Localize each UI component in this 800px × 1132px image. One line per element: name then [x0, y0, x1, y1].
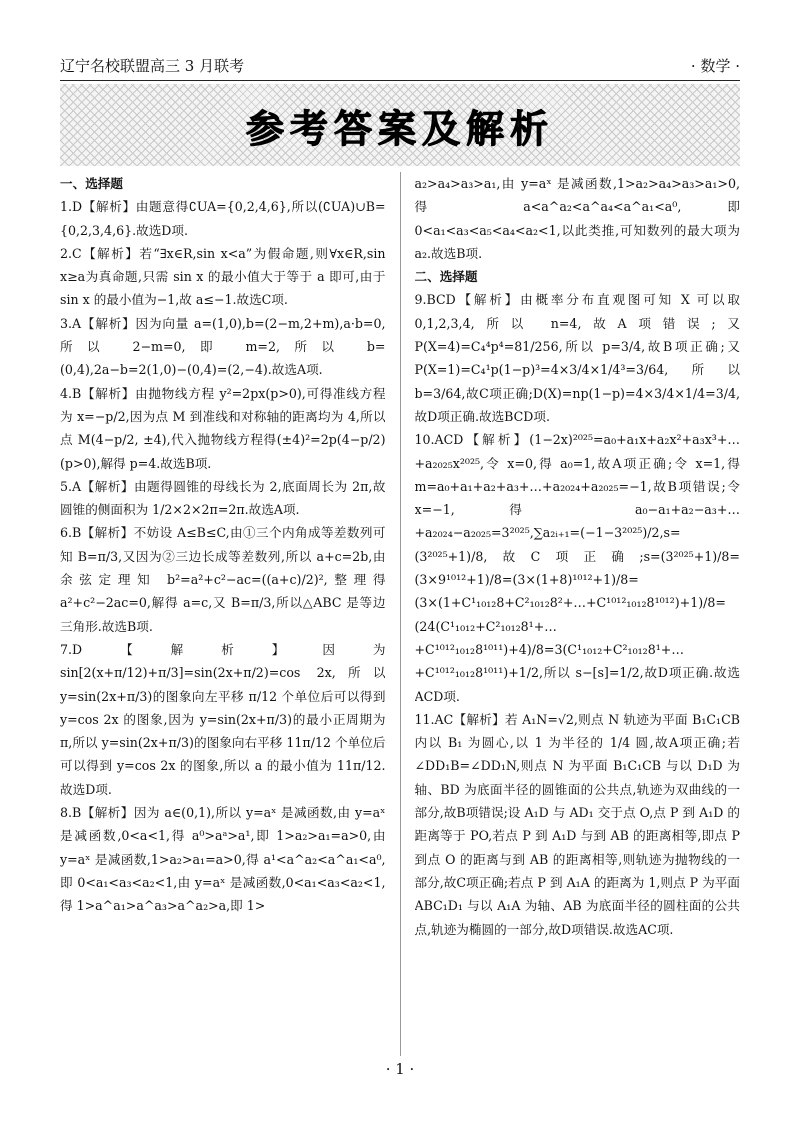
column-divider — [400, 172, 401, 1056]
answer-columns — [60, 172, 740, 1056]
answer-item: 10.ACD【解析】(1−2x)²⁰²⁵=a₀+a₁x+a₂x²+a₃x³+…+a₂₀₂₅x²⁰²⁵,令 x=0,得 a₀=1,故A项正确;令 x=1,得 m=a₀+a₁+a₂+a₃+…+a₂₀₂₄+a₂₀₂₅=−1,故B项错误;令 x=−1,得 a₀−a₁+a₂−a₃+…+a₂₀₂₄−a₂₀₂₅=3²⁰²⁵,∑a₂ᵢ₊₁=(−1−3²⁰²⁵)/2,s=(3²⁰²⁵+1)/8,故C项正确;s=(3²⁰²⁵+1)/8=(3×9¹⁰¹²+1)/8=(3×(1+8)¹⁰¹²+1)/8=(3×(1+C¹₁₀₁₂8+C²₁₀₁₂8²+…+C¹⁰¹²₁₀₁₂8¹⁰¹²)+1)/8=(24(C¹₁₀₁₂+C²₁₀₁₂8¹+…+C¹⁰¹²₁₀₁₂8¹⁰¹¹)+4)/8=3(C¹₁₀₁₂+C²₁₀₁₂8¹+…+C¹⁰¹²₁₀₁₂8¹⁰¹¹)+1/2,所以 s−[s]=1/2,故D项正确.故选ACD项. — [414, 432, 740, 704]
answer-item: 8.B【解析】因为 a∈(0,1),所以 y=aˣ 是减函数,由 y=aˣ 是减函数,0<a<1,得 a⁰>aᵃ>a¹,即 1>a₂>a₁=a>0,由 y=aˣ 是减函数,1>a₂>a₁=a>0,得 a¹<a^a₂<a^a₁<a⁰,即 0<a₁<a₃<a₂<1,由 y=aˣ 是减函数,0<a₁<a₃<a₂<1,得 1>a^a₁>a^a₃>a^a₂>a,即 1> — [60, 805, 386, 914]
banner-title: 参考答案及解析 — [245, 106, 554, 151]
answer-item: 3.A【解析】因为向量 a=(1,0),b=(2−m,2+m),a·b=0,所以 2−m=0,即 m=2,所以 b=(0,4),2a−b=2(1,0)−(0,4)=(2,−4).故选A项. — [60, 315, 386, 378]
answer-item: 1.D【解析】由题意得∁UA={0,2,4,6},所以(∁UA)∪B={0,2,3,4,6}.故选D项. — [60, 199, 386, 238]
section-heading: 一、选择题 — [60, 176, 123, 191]
answer-item: 5.A【解析】由题得圆锥的母线长为 2,底面周长为 2π,故圆锥的侧面积为 1/2×2×2π=2π.故选A项. — [60, 478, 386, 518]
page-header — [60, 50, 740, 81]
right-column — [415, 172, 741, 1056]
answer-item: 9.BCD【解析】由概率分布直观图可知 X 可以取 0,1,2,3,4,所以 n=4,故A项错误;又 P(X=4)=C₄⁴p⁴=81/256,所以 p=3/4,故B项正确;又 P(X=1)=C₄¹p(1−p)³=4×3/4×1/4³=3/64,所以 b=3/64,故C项正确;D(X)=np(1−p)=4×3/4×1/4=3/4,故D项正确.故选BCD项. — [414, 292, 740, 424]
page-number: · 1 · — [385, 1060, 415, 1078]
answer-item: 4.B【解析】由抛物线方程 y²=2px(p>0),可得准线方程为 x=−p/2,因为点 M 到准线和对称轴的距离均为 4,所以点 M(4−p/2, ±4),代入抛物线方程得(±4)²=2p(4−p/2)(p>0),解得 p=4.故选B项. — [60, 385, 386, 471]
exam-title: 辽宁名校联盟高三 3 月联考 — [60, 57, 245, 75]
answer-item: a₂>a₄>a₃>a₁,由 y=aˣ 是减函数,1>a₂>a₄>a₃>a₁>0,得 a<a^a₂<a^a₄<a^a₁<a⁰,即 0<a₁<a₃<a₅<a₄<a₂<1,以此类推,可知数列的最大项为 a₂.故选B项. — [414, 176, 740, 261]
section-heading: 二、选择题 — [414, 269, 478, 285]
answer-item: 2.C【解析】若“∃x∈R,sin x<a”为假命题,则∀x∈R,sin x≥a为真命题,只需 sin x 的最小值大于等于 a 即可,由于 sin x 的最小值为−1,故 a≤−1.故选C项. — [60, 245, 386, 308]
title-banner — [60, 84, 740, 166]
answer-item: 6.B【解析】不妨设 A≤B≤C,由①三个内角成等差数列可知 B=π/3,又因为②三边长成等差数列,所以 a+c=2b,由余弦定理知 b²=a²+c²−ac=((a+c)/2)²,整理得 a²+c²−2ac=0,解得 a=c,又 B=π/3,所以△ABC 是等边三角形.故选B项. — [60, 525, 386, 634]
answer-item: 7.D【解析】因为 sin[2(x+π/12)+π/3]=sin(2x+π/2)=cos 2x,所以 y=sin(2x+π/3)的图象向左平移 π/12 个单位后可以得到 y=cos 2x 的图象,因为 y=sin(2x+π/3)的最小正周期为 π,所以 y=sin(2x+π/3)的图象向右平移 11π/12 个单位后可以得到 y=cos 2x 的图象,所以 a 的最小值为 11π/12.故选D项. — [60, 641, 386, 797]
answer-item: 11.AC【解析】若 A₁N=√2,则点 N 轨迹为平面 B₁C₁CB 内以 B₁ 为圆心,以 1 为半径的 1/4 圆,故A项正确;若∠DD₁B=∠DD₁N,则点 N 为平面 B₁C₁CB 与以 D₁D 为轴、BD 为底面半径的圆锥面的公共点,轨迹为双曲线的一部分,故B项错误;设 A₁D 与 AD₁ 交于点 O,点 P 到 A₁D 的距离等于 PO,若点 P 到 A₁D 与到 AB 的距离相等,即点 P 到点 O 的距离与到 AB 的距离相等,则轨迹为抛物线的一部分,故C项正确;若点 P 到 A₁A 的距离为 1,则点 P 为平面 ABC₁D₁ 与以 A₁A 为轴、AB 为底面半径的圆柱面的公共点,轨迹为椭圆的一部分,故D项错误.故选AC项. — [414, 711, 740, 937]
subject-label: · 数学 · — [690, 57, 740, 75]
left-column — [60, 172, 386, 1056]
